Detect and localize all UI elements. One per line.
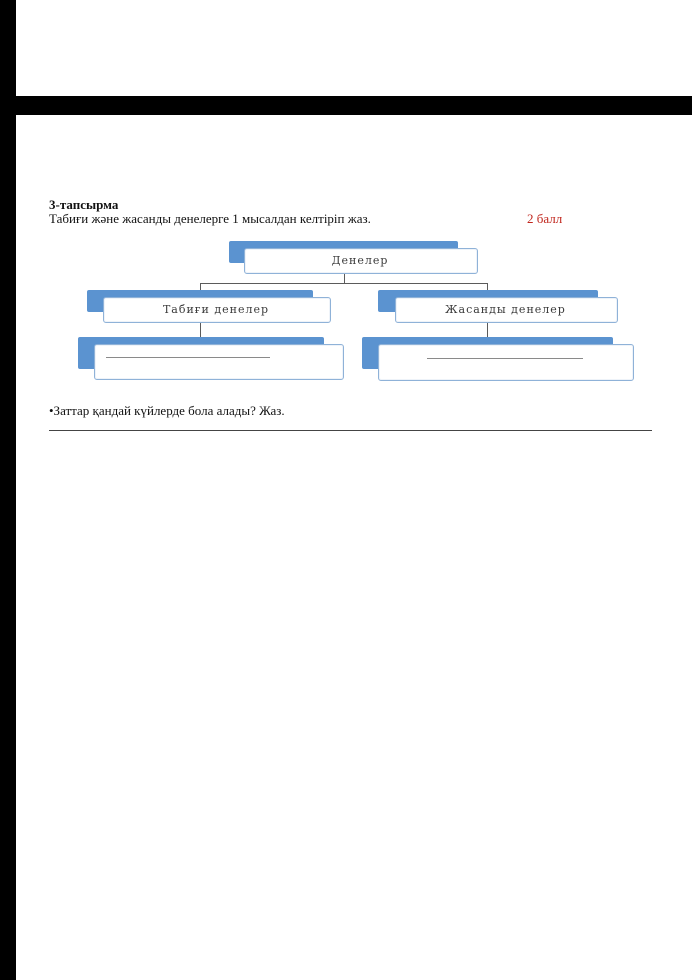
connector-left-to-blank — [200, 322, 201, 338]
task-points: 2 балл — [527, 211, 563, 226]
left-node-label: Табиғи денелер — [162, 303, 270, 316]
task-title: 3-тапсырма — [49, 197, 119, 212]
connector-horizontal — [200, 283, 488, 284]
question-text: •Заттар қандай күйлерде бола алады? Жаз. — [49, 403, 285, 418]
task-instruction: Табиғи және жасанды денелерге 1 мысалдан келтіріп жаз. — [49, 211, 371, 226]
right-node-label: Жасанды денелер — [445, 303, 566, 316]
left-answer-box[interactable] — [94, 344, 344, 380]
question-answer-line[interactable] — [49, 430, 652, 431]
connector-root-down — [344, 273, 345, 283]
right-answer-blank-line — [427, 358, 583, 359]
left-answer-blank-line — [106, 357, 270, 358]
connector-right-to-blank — [487, 322, 488, 338]
root-node-label: Денелер — [331, 254, 389, 267]
bodies-diagram — [0, 0, 692, 400]
right-answer-box[interactable] — [378, 344, 634, 381]
